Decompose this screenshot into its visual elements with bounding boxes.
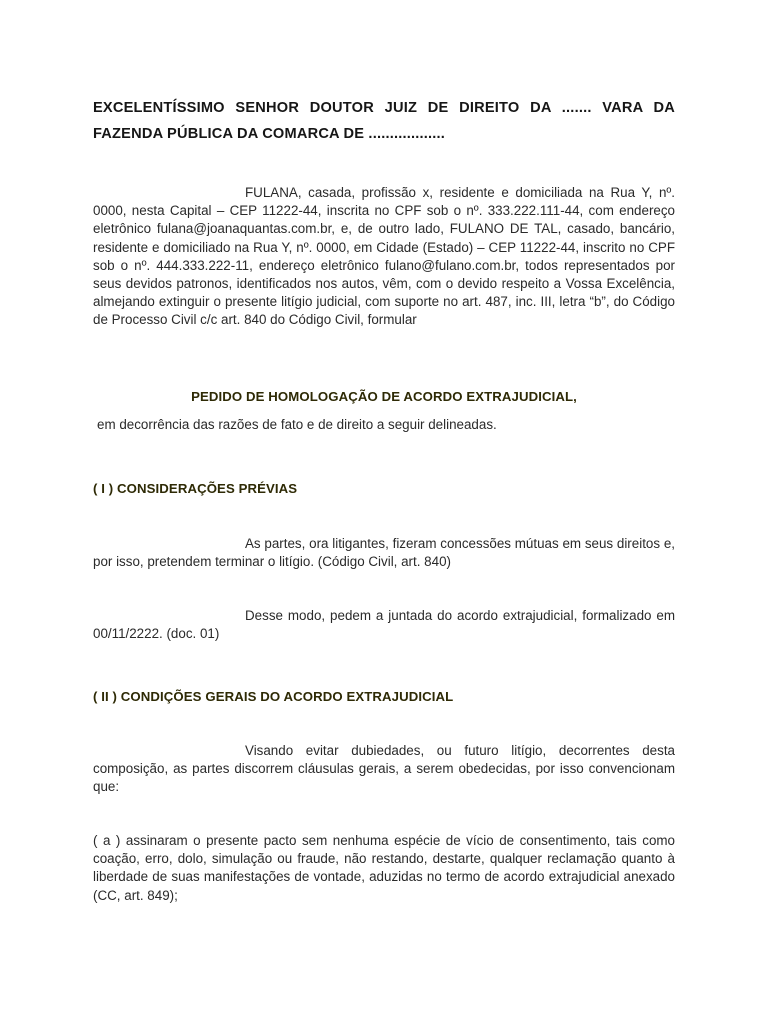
section2-paragraph-1: Visando evitar dubiedades, ou futuro litígio, decorrentes desta composição, as partes discorrem cláusulas gerais, a serem obedecidas, por isso convencionam que: [93, 743, 675, 795]
qualification-paragraph: FULANA, casada, profissão x, residente e domiciliada na Rua Y, nº. 0000, nesta Capital – CEP 11222-44, inscrita no CPF sob o nº. 333.222.111-44, com endereço eletrônico fulana@joanaquantas.com.br, e, de outro lado, FULANO DE TAL, casado, bancário, residente e domiciliado na Rua Y, nº. 0000, em Cidade (Estado) – CEP 11222-44, inscrito no CPF sob o nº. 444.333.222-11, endereço eletrônico fulano@fulano.com.br, todos representados por seus devidos patronos, identificados nos autos, vêm, com o devido respeito a Vossa Excelência, almejando extinguir o presente litígio judicial, com suporte no art. 487, inc. III, letra “b”, do Código de Processo Civil c/c art. 840 do Código Civil, formular [93, 185, 675, 328]
section1-paragraph-1: As partes, ora litigantes, fizeram concessões mútuas em seus direitos e, por isso, pretendem terminar o litígio. (Código Civil, art. 840) [93, 536, 675, 570]
section-heading-considerations: ( I ) CONSIDERAÇÕES PRÉVIAS [93, 481, 298, 496]
request-subtext: em decorrência das razões de fato e de direito a seguir delineadas. [97, 417, 497, 432]
document-title: EXCELENTÍSSIMO SENHOR DOUTOR JUIZ DE DIREITO DA ....... VARA DA FAZENDA PÚBLICA DA COMARCA DE .................. [93, 100, 675, 142]
section1-paragraph-2: Desse modo, pedem a juntada do acordo extrajudicial, formalizado em 00/11/2222. (doc. 01) [93, 608, 675, 642]
request-heading: PEDIDO DE HOMOLOGAÇÃO DE ACORDO EXTRAJUDICIAL, [191, 389, 577, 404]
section-heading-general-conditions: ( II ) CONDIÇÕES GERAIS DO ACORDO EXTRAJUDICIAL [93, 689, 454, 704]
section2-item-a: ( a ) assinaram o presente pacto sem nenhuma espécie de vício de consentimento, tais como coação, erro, dolo, simulação ou fraude, não restando, destarte, qualquer reclamação quanto à liberdade de suas manifestações de vontade, aduzidas no termo de acordo extrajudicial anexado (CC, art. 849); [93, 833, 675, 903]
